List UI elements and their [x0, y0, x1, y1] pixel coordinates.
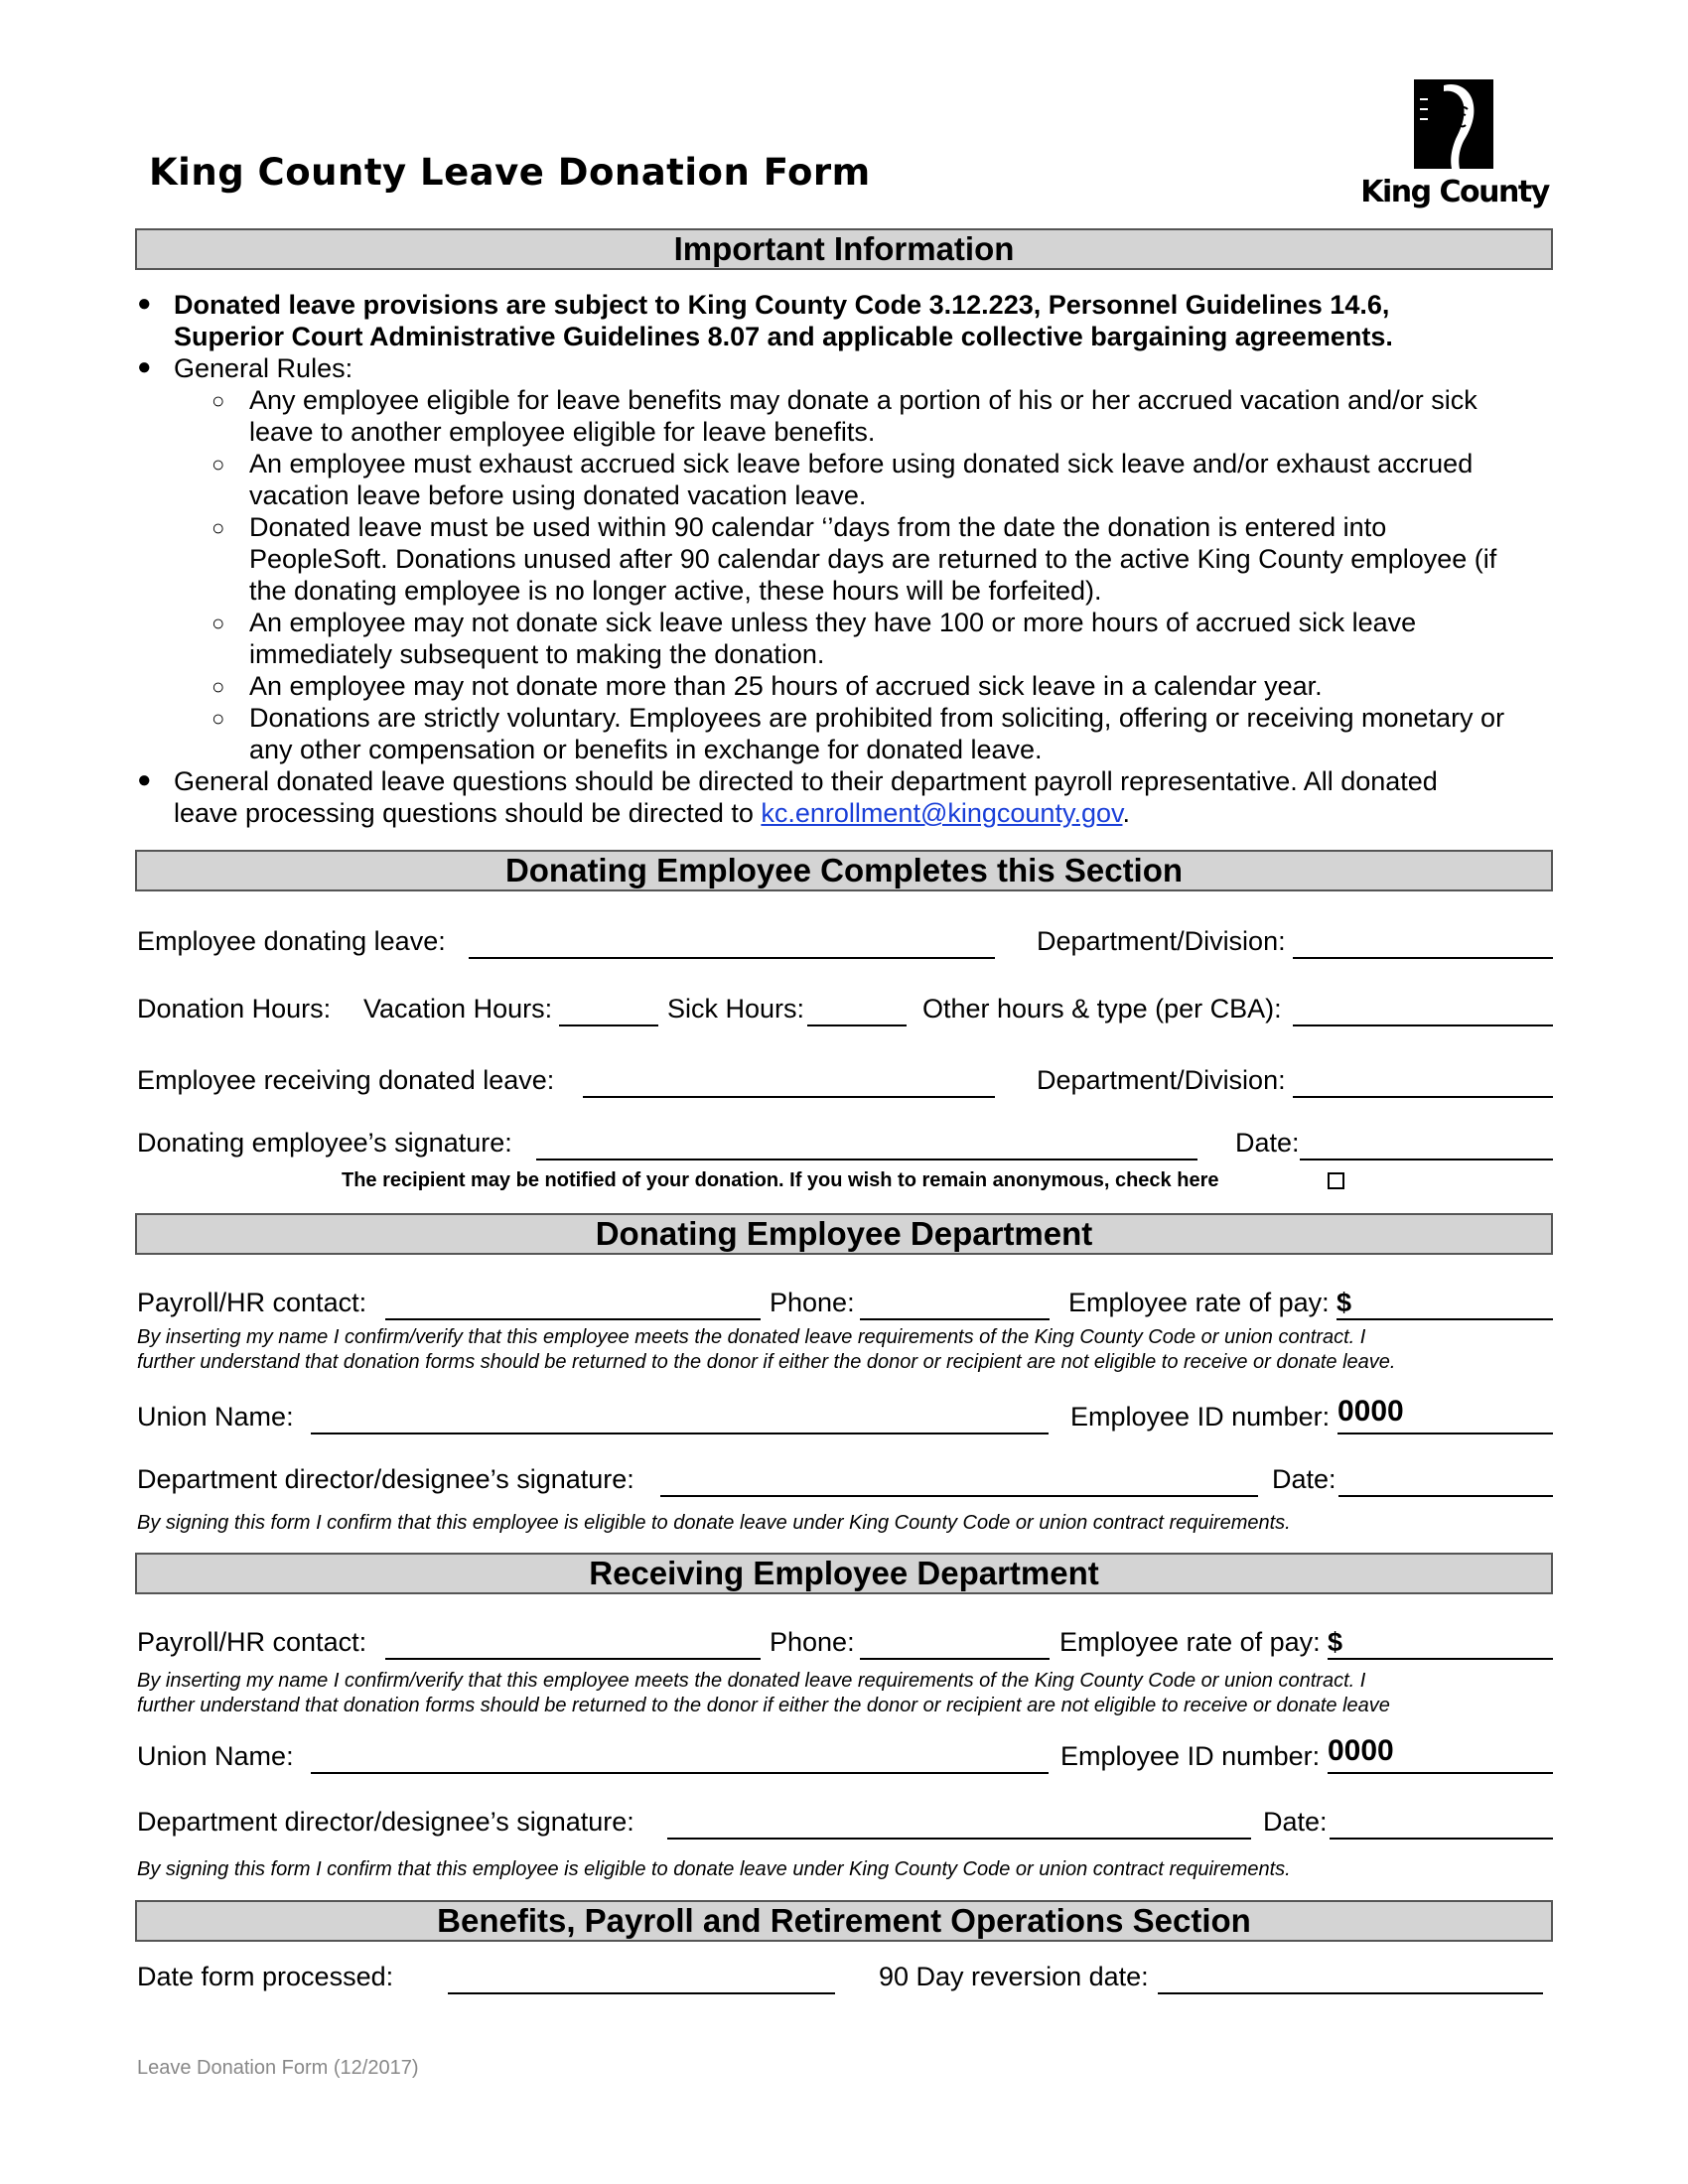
donating-director-date-label: Date: [1272, 1464, 1336, 1494]
receiving-rate-of-pay-field[interactable] [1328, 1658, 1553, 1660]
vacation-hours-field[interactable] [559, 1024, 658, 1026]
donating-union-name-label: Union Name: [137, 1402, 294, 1432]
donating-director-signature-field[interactable] [660, 1495, 1258, 1497]
receiving-dept-heading: Receiving Employee Department [135, 1553, 1553, 1594]
donating-rate-of-pay-label: Employee rate of pay: [1068, 1288, 1330, 1317]
donating-dollar-sign: $ [1336, 1288, 1352, 1317]
donating-payroll-contact-label: Payroll/HR contact: [137, 1288, 367, 1317]
receiving-employee-id-value[interactable]: 0000 [1328, 1734, 1394, 1767]
receiving-payroll-contact-field[interactable] [385, 1658, 761, 1660]
rule-2-line-2: vacation leave before using donated vacation leave. [249, 480, 867, 510]
form-version-footer: Leave Donation Form (12/2017) [137, 2057, 419, 2079]
circle-bullet-icon: ○ [211, 515, 225, 540]
donating-employee-heading: Donating Employee Completes this Section [135, 850, 1553, 891]
circle-bullet-icon: ○ [211, 706, 225, 731]
receiving-rate-of-pay-label: Employee rate of pay: [1059, 1627, 1321, 1657]
employee-donating-label: Employee donating leave: [137, 926, 446, 956]
donating-date-label: Date: [1235, 1128, 1300, 1158]
questions-line-2 [174, 797, 1130, 829]
vacation-hours-label: Vacation Hours: [363, 994, 553, 1024]
receiving-dept-division-field[interactable] [1293, 1096, 1553, 1098]
receiving-union-name-field[interactable] [311, 1772, 1049, 1774]
receiving-director-date-field[interactable] [1330, 1838, 1553, 1840]
rule-1-line-2: leave to another employee eligible for leave benefits. [249, 417, 876, 447]
receiving-signing-note: By signing this form I confirm that this employee is eligible to donate leave under King County Code or union contract requirements. [137, 1858, 1291, 1880]
other-hours-label: Other hours & type (per CBA): [922, 994, 1282, 1024]
rule-4-line-2: immediately subsequent to making the donation. [249, 639, 825, 669]
bullet-icon: ● [137, 353, 152, 380]
donation-hours-label: Donation Hours: [137, 994, 332, 1024]
donating-date-field[interactable] [1300, 1159, 1553, 1160]
donating-payroll-contact-field[interactable] [385, 1318, 761, 1320]
donating-confirm-line-2: further understand that donation forms should be returned to the donor if either the donor or recipient are not eligible to receive or donate leave. [137, 1351, 1396, 1373]
receiving-employee-id-field[interactable] [1328, 1772, 1553, 1774]
logo-text: King County [1360, 175, 1549, 209]
donating-employee-id-value[interactable]: 0000 [1337, 1395, 1404, 1428]
reversion-date-label: 90 Day reversion date: [879, 1962, 1149, 1991]
receiving-director-signature-label: Department director/designee’s signature: [137, 1807, 634, 1837]
bullet-icon: ● [137, 766, 152, 793]
receiving-dept-division-label: Department/Division: [1037, 1065, 1286, 1095]
rule-1-line-1: Any employee eligible for leave benefits may donate a portion of his or her accrued vacation and/or sick [249, 385, 1477, 415]
employee-donating-field[interactable] [469, 957, 995, 959]
receiving-phone-field[interactable] [860, 1658, 1050, 1660]
reversion-date-field[interactable] [1158, 1992, 1543, 1994]
date-processed-label: Date form processed: [137, 1962, 394, 1991]
donating-phone-label: Phone: [770, 1288, 855, 1317]
rule-4-line-1: An employee may not donate sick leave unless they have 100 or more hours of accrued sick leave [249, 608, 1417, 637]
receiving-phone-label: Phone: [770, 1627, 855, 1657]
receiving-director-date-label: Date: [1263, 1807, 1328, 1837]
receiving-confirm-line-2: further understand that donation forms should be returned to the donor if either the donor or recipient are not eligible to receive or donate leave [137, 1695, 1390, 1716]
general-rules-label: General Rules: [174, 353, 353, 383]
sick-hours-label: Sick Hours: [667, 994, 805, 1024]
donating-phone-field[interactable] [860, 1318, 1050, 1320]
receiving-dollar-sign: $ [1328, 1627, 1343, 1657]
receiving-director-signature-field[interactable] [667, 1838, 1251, 1840]
receiving-payroll-contact-label: Payroll/HR contact: [137, 1627, 367, 1657]
donating-confirm-line-1: By inserting my name I confirm/verify that this employee meets the donated leave requirements of the King County Code or union contract. I [137, 1326, 1366, 1348]
mlk-portrait-icon [1414, 79, 1493, 169]
anonymous-note: The recipient may be notified of your donation. If you wish to remain anonymous, check here [342, 1169, 1219, 1191]
provisions-line-2: Superior Court Administrative Guidelines 8.07 and applicable collective bargaining agreements. [174, 322, 1393, 351]
rule-6-line-2: any other compensation or benefits in exchange for donated leave. [249, 735, 1043, 764]
dept-division-field[interactable] [1293, 957, 1553, 959]
rule-2-line-1: An employee must exhaust accrued sick leave before using donated sick leave and/or exhaust accrued [249, 449, 1474, 478]
date-processed-field[interactable] [448, 1992, 835, 1994]
questions-suffix: . [1122, 798, 1130, 828]
king-county-logo [1358, 79, 1551, 213]
donating-employee-id-label: Employee ID number: [1070, 1402, 1331, 1432]
bullet-icon: ● [137, 290, 152, 317]
receiving-employee-id-label: Employee ID number: [1060, 1741, 1321, 1771]
circle-bullet-icon: ○ [211, 452, 225, 477]
questions-line-1: General donated leave questions should be directed to their department payroll representative. All donated [174, 766, 1438, 796]
donating-signing-note: By signing this form I confirm that this employee is eligible to donate leave under King County Code or union contract requirements. [137, 1512, 1291, 1534]
anonymous-checkbox[interactable] [1328, 1172, 1344, 1189]
benefits-heading: Benefits, Payroll and Retirement Operations Section [135, 1900, 1553, 1942]
important-info-heading: Important Information [135, 228, 1553, 270]
circle-bullet-icon: ○ [211, 611, 225, 635]
sick-hours-field[interactable] [807, 1024, 907, 1026]
enrollment-email-link[interactable]: kc.enrollment@kingcounty.gov [761, 798, 1123, 828]
rule-5-line-1: An employee may not donate more than 25 hours of accrued sick leave in a calendar year. [249, 671, 1323, 701]
circle-bullet-icon: ○ [211, 388, 225, 413]
donating-director-signature-label: Department director/designee’s signature: [137, 1464, 634, 1494]
donating-signature-label: Donating employee’s signature: [137, 1128, 512, 1158]
form-title: King County Leave Donation Form [149, 151, 871, 194]
donating-union-name-field[interactable] [311, 1433, 1049, 1434]
rule-3-line-1: Donated leave must be used within 90 calendar ‘’days from the date the donation is entered into [249, 512, 1387, 542]
donating-dept-heading: Donating Employee Department [135, 1213, 1553, 1255]
circle-bullet-icon: ○ [211, 674, 225, 699]
donating-employee-id-field[interactable] [1337, 1433, 1553, 1434]
provisions-line-1: Donated leave provisions are subject to King County Code 3.12.223, Personnel Guidelines 14.6, [174, 290, 1390, 320]
receiving-confirm-line-1: By inserting my name I confirm/verify that this employee meets the donated leave requirements of the King County Code or union contract. I [137, 1670, 1366, 1692]
donating-director-date-field[interactable] [1338, 1495, 1553, 1497]
dept-division-label: Department/Division: [1037, 926, 1286, 956]
employee-receiving-label: Employee receiving donated leave: [137, 1065, 555, 1095]
other-hours-field[interactable] [1293, 1024, 1553, 1026]
rule-3-line-3: the donating employee is no longer active, these hours will be forfeited). [249, 576, 1102, 606]
donating-rate-of-pay-field[interactable] [1336, 1318, 1553, 1320]
rule-3-line-2: PeopleSoft. Donations unused after 90 calendar days are returned to the active King County employee (if [249, 544, 1497, 574]
employee-receiving-field[interactable] [583, 1096, 995, 1098]
rule-6-line-1: Donations are strictly voluntary. Employees are prohibited from soliciting, offering or receiving monetary or [249, 703, 1505, 733]
donating-signature-field[interactable] [536, 1159, 1197, 1160]
receiving-union-name-label: Union Name: [137, 1741, 294, 1771]
questions-prefix: leave processing questions should be directed to [174, 798, 762, 828]
